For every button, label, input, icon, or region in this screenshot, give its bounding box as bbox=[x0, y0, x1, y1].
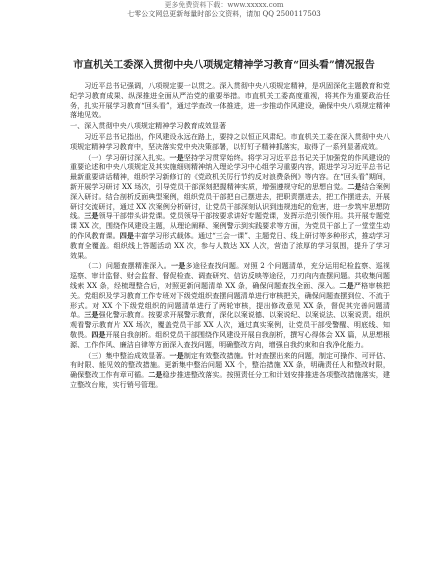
document-title: 市直机关工委深入贯彻中央八项规定精神学习教育“回头看”情况报告 bbox=[73, 60, 375, 71]
intro-paragraph: 习近平总书记强调，八项规定要一以贯之。深入贯彻中央八项规定精神，是巩固深化主题教育和党纪学习教育成果、纵深推进全面从严治党的重要举措。市直机关工委高度重视，将其作为重要政治任务，扎实开展学习教育“回头看”，通过学查改一体推进，进一步推动作风建设，确保中央八项规定精神落地见效。 bbox=[70, 81, 390, 120]
subsection-heading: （二）问题查摆精准深入。 bbox=[84, 261, 172, 271]
subsection-heading: （一）学习研讨深入扎实。 bbox=[84, 152, 170, 162]
subsection-paragraph: （二）问题查摆精准深入。一是多途径查找问题。对照 2 个问题清单，充分运用纪检监察、巡视巡察、审计监督、财会监督、督促检查、调查研究、信访反映等途径，刀刃向内查摆问题。共收集问题线索 XX 条，经梳理整合后，对照更新问题清单 XX 条，确保问题查找全面、深入。二是严格审核把关。党组织及学习教育工作专班对下级党组织查摆问题清单进行审核把关，确保问题查摆到位、不流于形式。对 XX 个下级党组织的问题清单进行了两轮审核，提出修改意见 XX 条，督促其完善问题清单。三是强化警示教育。按要求开展警示教育，深化以案说德、以案说纪、以案说法、以案说责。组织观看警示教育片 XX 场次，覆盖党员干部 XX 人次，通过真实案例，让党员干部受警醒、明底线、知敬畏。四是开展自我剖析。组织党员干部围绕作风建设开展自我剖析，撰写心得体会 XX 篇，从思想根源、工作作风、廉洁自律等方面深入查找问题，明确整改方向，增强自我约束和自我净化能力。 bbox=[70, 261, 391, 349]
header-line-1: 更多免费资料下载：www.xxxxx.com bbox=[164, 1, 284, 9]
subsection-paragraph: （三）集中整治成效显著。一是制定有效整改措施。针对查摆出来的问题，制定可操作、可评估、有时限、能见效的整改措施。更新集中整治问题 XX 个，整治措施 XX 条，明确责任人和整改时限，确保整改工作有章可循。二是稳步推进整改落实。按照责任分工和计划安排推进各项整改措施落实，建立整改台账，实行销号管理。 bbox=[70, 350, 391, 389]
header-line-2: 七零公文网总更新每量时部公文资料，请加 QQ 2500117503 bbox=[127, 10, 321, 18]
subsection-paragraph: （一）学习研讨深入扎实。一是坚持学习贯穿始终。将学习习近平总书记关于加强党的作风建设的重要论述和中央八项规定及其实施细则精神纳入理论学习中心组学习重要内容，跟进学习习近平总书记最新重要讲话精神，组织学习新修订的《党政机关厉行节约反对浪费条例》等内容。在“回头看”期间，新开展学习研讨 XX 场次，引导党员干部深刻把握精神实质，增强遵规守纪的思想自觉。二是结合案例深入研讨。结合剖析反面典型案例，组织党员干部把自己摆进去，把职责摆进去，把工作摆进去，开展研讨交流研讨，通过 XX 次案例分析研讨，让党员干部深刻认识到违规违纪的危害，进一步筑牢思想防线。三是领导干部带头讲党课。党员领导干部按要求讲好专题党课，发挥示范引领作用。共开展专题党课 XX 次，围绕作风建设主题，从理论阐释、案例警示到实践要求等方面，为党员干部上了一堂堂生动的作风教育课。四是丰富学习形式载体。通过“三会一课”、主题党日、线上研讨等多种形式，推动学习教育全覆盖。组织线上答题活动 XX 次，参与人数达 XX 人次，营造了浓厚的学习氛围，提升了学习效果。 bbox=[70, 152, 391, 260]
document-body bbox=[70, 81, 390, 390]
section-paragraph: 习近平总书记指出，作风建设永远在路上，要持之以恒正风肃纪。市直机关工委在深入贯彻中央八项规定精神学习教育中，坚决落实党中央决策部署，以钉钉子精神抓落实，取得了一系列显著成效。 bbox=[70, 131, 390, 151]
section-heading: 一、深入贯彻中央八项规定精神学习教育成效显著 bbox=[70, 121, 227, 131]
subsection-heading: （三）集中整治成效显著。 bbox=[84, 350, 170, 360]
